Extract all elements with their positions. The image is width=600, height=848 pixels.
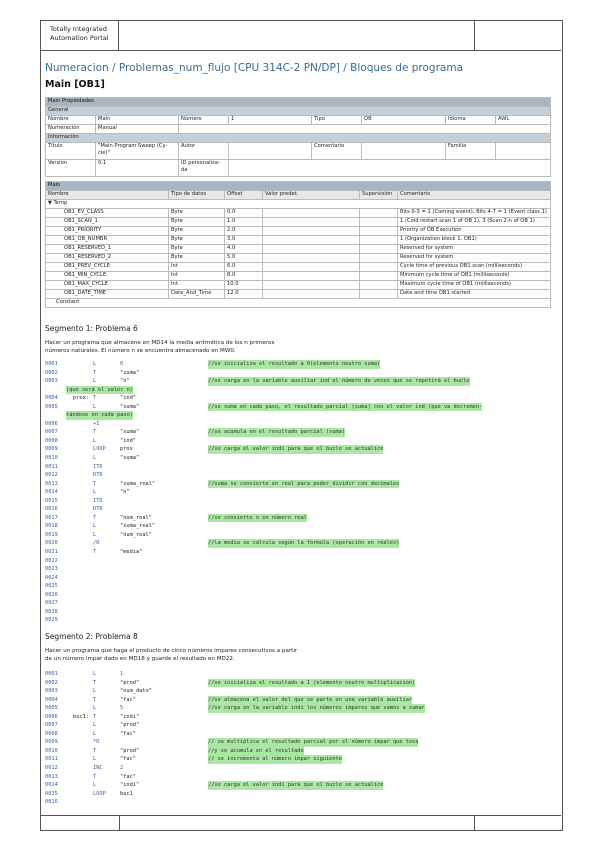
page-title: Numeracion / Problemas_num_flujo [CPU 314C-2 PN/DP] / Bloques de programa bbox=[45, 62, 464, 74]
code-comment: //se acumula en el resultado parcial (suma) bbox=[208, 429, 346, 436]
code-operation: INC bbox=[93, 765, 103, 772]
code-line bbox=[45, 548, 565, 557]
var-comment: Reserved for system bbox=[398, 254, 551, 263]
var-comment: Bits 0-3 = 1 (Coming event), Bits 4-7 = 1 (Event class 1) bbox=[398, 209, 551, 218]
line-number: 0019 bbox=[45, 531, 58, 538]
var-supervision bbox=[360, 254, 398, 263]
var-type: Date_And_Time bbox=[169, 290, 225, 299]
code-line bbox=[45, 394, 565, 403]
var-offset: 1.0 bbox=[225, 218, 263, 227]
prop-cell: AWL bbox=[496, 116, 551, 125]
code-line bbox=[45, 704, 565, 713]
var-supervision bbox=[360, 209, 398, 218]
code-line bbox=[45, 798, 565, 807]
var-comment: Priority of OB Execution bbox=[398, 227, 551, 236]
var-default bbox=[263, 218, 360, 227]
line-number: 0015 bbox=[45, 790, 58, 797]
interface-row bbox=[46, 290, 551, 299]
line-number: 0017 bbox=[45, 514, 58, 521]
code-operation: L bbox=[93, 361, 97, 367]
line-number: 0014 bbox=[45, 782, 58, 789]
prop-cell: Nombre bbox=[46, 116, 96, 125]
line-number: 0006 bbox=[45, 420, 58, 427]
var-name: OB1_EV_CLASS bbox=[46, 209, 169, 218]
code-comment: //se carga en la variable indi los números impares que vamos a sumar bbox=[208, 705, 425, 712]
var-offset: 10.0 bbox=[225, 281, 263, 290]
footer-cell-2 bbox=[120, 816, 475, 830]
collapse-triangle-icon[interactable]: ▼ bbox=[48, 200, 52, 206]
var-name: OB1_RESERVED_1 bbox=[46, 245, 169, 254]
code-line bbox=[45, 386, 565, 395]
var-name: OB1_SCAN_1 bbox=[46, 218, 169, 227]
code-comment: //se carga en la variable auxiliar ind el número de veces que se repetirá el bucle bbox=[208, 378, 470, 385]
code-line bbox=[45, 505, 565, 514]
var-name: OB1_DATE_TIME bbox=[46, 290, 169, 299]
code-operand: "n" bbox=[120, 378, 130, 385]
line-number: 0006 bbox=[45, 713, 58, 720]
code-operation: T bbox=[93, 696, 97, 703]
line-number: 0011 bbox=[45, 463, 58, 470]
code-operation: T bbox=[93, 395, 97, 402]
interface-row bbox=[46, 281, 551, 290]
var-default bbox=[263, 236, 360, 245]
line-number: 0029 bbox=[45, 617, 58, 624]
line-number: 0011 bbox=[45, 756, 58, 763]
code-operation: T bbox=[93, 480, 97, 487]
prop-cell: Idioma bbox=[446, 116, 496, 125]
code-operation: *D bbox=[93, 739, 100, 746]
constant-row bbox=[46, 299, 551, 308]
code-line bbox=[45, 574, 565, 583]
code-line bbox=[45, 773, 565, 782]
code-operand: 0 bbox=[120, 361, 124, 367]
interface-row bbox=[46, 263, 551, 272]
line-number: 0002 bbox=[45, 679, 58, 686]
code-operand: "prod" bbox=[120, 747, 140, 754]
line-number: 0012 bbox=[45, 472, 58, 479]
code-line bbox=[45, 713, 565, 722]
code-comment: // se multiplica el resultado parcial por el número impar que toca bbox=[208, 739, 419, 746]
code-operation: LOOP bbox=[93, 790, 106, 797]
line-number: 0014 bbox=[45, 489, 58, 496]
block-title: Main [OB1] bbox=[45, 79, 105, 90]
code-comment: //se almacena el valor del que se parte en una variable auxiliar bbox=[208, 696, 413, 703]
var-name: OB1_MIN_CYCLE bbox=[46, 272, 169, 281]
segment-1-title: Segmento 1: Problema 6 bbox=[45, 324, 138, 333]
code-operand: "suma" bbox=[120, 429, 140, 436]
footer-cell-1 bbox=[40, 816, 120, 830]
line-number: 0010 bbox=[45, 455, 58, 462]
code-operand: "indi" bbox=[120, 713, 140, 720]
code-line bbox=[45, 781, 565, 790]
code-operand: buc1 bbox=[120, 790, 133, 797]
var-type: Byte bbox=[169, 218, 225, 227]
code-line bbox=[45, 522, 565, 531]
code-line bbox=[45, 360, 565, 369]
code-operand: "fac" bbox=[120, 696, 136, 703]
prop-cell: OB bbox=[362, 116, 446, 125]
code-line bbox=[45, 565, 565, 574]
line-number: 0022 bbox=[45, 557, 58, 564]
var-supervision bbox=[360, 272, 398, 281]
code-operation: L bbox=[93, 531, 97, 538]
code-operation: DTR bbox=[93, 506, 103, 513]
var-name: OB1_RESERVED_2 bbox=[46, 254, 169, 263]
code-operand: "prod" bbox=[120, 679, 140, 686]
general-section: General bbox=[46, 107, 551, 116]
code-line bbox=[45, 480, 565, 489]
segment-1-code bbox=[45, 360, 565, 625]
code-line bbox=[45, 790, 565, 799]
var-default bbox=[263, 245, 360, 254]
var-default bbox=[263, 227, 360, 236]
code-line bbox=[45, 454, 565, 463]
interface-row bbox=[46, 254, 551, 263]
interface-row bbox=[46, 209, 551, 218]
var-name: OB1_OB_NUMBR bbox=[46, 236, 169, 245]
code-comment: //se suma en cada paso, el resultado parcial (suma) con el valor ind (que va decremen- bbox=[208, 403, 483, 410]
var-name: OB1_PRIORITY bbox=[46, 227, 169, 236]
code-line bbox=[45, 696, 565, 705]
code-operand: "indi" bbox=[120, 782, 140, 789]
var-offset: 2.0 bbox=[225, 227, 263, 236]
code-comment: //se convierte n en número real bbox=[208, 514, 307, 521]
line-number: 0001 bbox=[45, 361, 58, 367]
interface-row bbox=[46, 236, 551, 245]
var-offset: 12.0 bbox=[225, 290, 263, 299]
line-number: 0015 bbox=[45, 497, 58, 504]
line-number: 0009 bbox=[45, 446, 58, 453]
code-line bbox=[45, 616, 565, 625]
info-section: Información bbox=[46, 134, 551, 143]
code-line bbox=[45, 764, 565, 773]
line-number: 0005 bbox=[45, 705, 58, 712]
var-supervision bbox=[360, 290, 398, 299]
code-line bbox=[45, 670, 565, 679]
portal-label: Totally Integrated Automation Portal bbox=[40, 20, 119, 50]
var-name: OB1_MAX_CYCLE bbox=[46, 281, 169, 290]
code-operand: prox bbox=[120, 446, 133, 453]
interface-row bbox=[46, 227, 551, 236]
line-number: 0008 bbox=[45, 437, 58, 444]
code-operation: L bbox=[93, 782, 97, 789]
interface-row bbox=[46, 245, 551, 254]
column-header: Tipo de datos bbox=[169, 191, 225, 200]
prop-cell: Tipo bbox=[312, 116, 362, 125]
prop-cell: Main bbox=[96, 116, 179, 125]
line-number: 0001 bbox=[45, 671, 58, 677]
var-supervision bbox=[360, 263, 398, 272]
code-line bbox=[45, 747, 565, 756]
code-operation: L bbox=[93, 403, 97, 410]
code-line bbox=[45, 755, 565, 764]
code-operand: "num_real" bbox=[120, 531, 152, 538]
properties-row-name bbox=[46, 116, 551, 125]
line-number: 0024 bbox=[45, 574, 58, 581]
var-offset: 6.0 bbox=[225, 263, 263, 272]
code-line bbox=[45, 420, 565, 429]
line-number: 0027 bbox=[45, 600, 58, 607]
page-footer bbox=[40, 815, 561, 830]
properties-table bbox=[45, 97, 551, 177]
code-operand: "ind" bbox=[120, 437, 136, 444]
code-operation: ITD bbox=[93, 463, 103, 470]
var-supervision bbox=[360, 245, 398, 254]
code-comment: //se inicializa el resultado a 1 (elemento neutro multiplicación) bbox=[208, 679, 416, 686]
code-line bbox=[45, 531, 565, 540]
code-line bbox=[45, 514, 565, 523]
code-line bbox=[45, 445, 565, 454]
var-comment: Minimum cycle time of OB1 (milliseconds) bbox=[398, 272, 551, 281]
code-operand: "suma" bbox=[120, 403, 140, 410]
page-header bbox=[40, 20, 561, 51]
segment-2-code bbox=[45, 670, 565, 807]
column-header: Nombre bbox=[46, 191, 169, 200]
code-operand: "n" bbox=[120, 489, 130, 496]
code-line bbox=[45, 377, 565, 386]
code-operand: 5 bbox=[120, 705, 124, 712]
code-comment: //se carga el valor indi para que el bucle se actualice bbox=[208, 446, 384, 453]
segment-2-desc: Hacer un programa que haga el producto de cinco números impares consecutivos a partir de un número impar dado en MD18 y guarde el resultado en MD22. bbox=[45, 648, 298, 662]
properties-row-numbering: Numeración Manual bbox=[46, 125, 551, 134]
code-line bbox=[45, 687, 565, 696]
code-line bbox=[45, 679, 565, 688]
line-number: 0018 bbox=[45, 523, 58, 530]
line-number: 0003 bbox=[45, 688, 58, 695]
code-operation: T bbox=[93, 773, 97, 780]
code-line bbox=[45, 488, 565, 497]
var-comment: 1 (Cold restart scan 1 of OB 1), 3 (Scan 2-n of OB 1) bbox=[398, 218, 551, 227]
code-operation: L bbox=[93, 378, 97, 385]
code-operand: "suma_real" bbox=[120, 523, 156, 530]
code-operand: "fac" bbox=[120, 730, 136, 737]
code-line bbox=[45, 608, 565, 617]
var-supervision bbox=[360, 227, 398, 236]
constant-label: Constant bbox=[46, 299, 551, 308]
code-operand: "suma" bbox=[120, 455, 140, 462]
code-line bbox=[45, 471, 565, 480]
var-comment: Cycle time of previous OB1 scan (milliseconds) bbox=[398, 263, 551, 272]
code-operation: DTR bbox=[93, 472, 103, 479]
interface-row bbox=[46, 272, 551, 281]
interface-table bbox=[45, 181, 551, 308]
code-label: prox: bbox=[73, 395, 89, 402]
code-operation: L bbox=[93, 489, 97, 496]
code-operation: L bbox=[93, 688, 97, 695]
line-number: 0025 bbox=[45, 583, 58, 590]
var-supervision bbox=[360, 236, 398, 245]
interface-header-row bbox=[46, 191, 551, 200]
code-operation: L bbox=[93, 705, 97, 712]
properties-row-title: Título "Main Program Sweep (Cy- cle)" Autor Comentario Familia bbox=[46, 143, 551, 160]
var-offset: 5.0 bbox=[225, 254, 263, 263]
code-label: buc1: bbox=[73, 713, 89, 720]
code-line bbox=[45, 591, 565, 600]
code-operation: L bbox=[93, 523, 97, 530]
code-operand: 1 bbox=[120, 671, 124, 677]
line-number: 0003 bbox=[45, 378, 58, 385]
header-blank-cell bbox=[120, 20, 475, 50]
var-comment: Maximum cycle time of OB1 (milliseconds) bbox=[398, 281, 551, 290]
var-comment: Date and time OB1 started bbox=[398, 290, 551, 299]
var-type: Int bbox=[169, 272, 225, 281]
code-operation: L bbox=[93, 756, 97, 763]
var-type: Byte bbox=[169, 254, 225, 263]
temp-group-row[interactable]: ▼ Temp bbox=[46, 200, 551, 209]
code-operand: "prod" bbox=[120, 722, 140, 729]
code-operand: "fac" bbox=[120, 773, 136, 780]
line-number: 0013 bbox=[45, 480, 58, 487]
code-operation: L bbox=[93, 437, 97, 444]
code-operation: T bbox=[93, 429, 97, 436]
segment-1-desc: Hacer un programa que almacene en MD14 la media aritmética de los n primeros números naturales. El número n se encuentra almacenado en MW0. bbox=[45, 340, 275, 354]
line-number: 0023 bbox=[45, 566, 58, 573]
var-type: Int bbox=[169, 263, 225, 272]
line-number: 0012 bbox=[45, 765, 58, 772]
code-operand: "num_real" bbox=[120, 514, 152, 521]
var-default bbox=[263, 281, 360, 290]
var-type: Byte bbox=[169, 245, 225, 254]
code-operation: T bbox=[93, 514, 97, 521]
var-default bbox=[263, 272, 360, 281]
var-type: Byte bbox=[169, 227, 225, 236]
code-operation: T bbox=[93, 549, 97, 556]
var-comment: 1 (Organization block 1, OB1) bbox=[398, 236, 551, 245]
code-operand: "suma_real" bbox=[120, 480, 156, 487]
code-line bbox=[45, 437, 565, 446]
line-number: 0004 bbox=[45, 696, 58, 703]
code-operation: ITD bbox=[93, 497, 103, 504]
code-operation: T bbox=[93, 679, 97, 686]
code-operand: "num_dato" bbox=[120, 688, 152, 695]
code-line bbox=[45, 403, 565, 412]
code-line bbox=[45, 582, 565, 591]
code-operation: T bbox=[93, 713, 97, 720]
line-number: 0005 bbox=[45, 403, 58, 410]
column-header: Comentario bbox=[398, 191, 551, 200]
var-supervision bbox=[360, 218, 398, 227]
var-supervision bbox=[360, 281, 398, 290]
var-type: Byte bbox=[169, 209, 225, 218]
line-number: 0007 bbox=[45, 722, 58, 729]
code-operand: "ind" bbox=[120, 395, 136, 402]
code-line bbox=[45, 557, 565, 566]
line-number: 0007 bbox=[45, 429, 58, 436]
var-default bbox=[263, 290, 360, 299]
code-comment-wrap: tándose en cada paso) bbox=[66, 412, 133, 419]
line-number: 0004 bbox=[45, 395, 58, 402]
code-line bbox=[45, 428, 565, 437]
code-operation: T bbox=[93, 747, 97, 754]
var-default bbox=[263, 209, 360, 218]
code-comment: //se inicializa el resultado a 0(elemento neutro suma) bbox=[208, 361, 381, 367]
code-line bbox=[45, 730, 565, 739]
code-line bbox=[45, 738, 565, 747]
code-comment: // se incrementa al número impar siguiente bbox=[208, 756, 342, 763]
var-type: Int bbox=[169, 281, 225, 290]
code-comment: //se carga el valor indi para que el bucle se actualice bbox=[208, 782, 384, 789]
code-comment: //suma se convierte en real para poder dividir con decimales bbox=[208, 480, 400, 487]
prop-cell: 1 bbox=[229, 116, 312, 125]
var-default bbox=[263, 254, 360, 263]
properties-row-version: Versión 0.1 ID personaliza- da bbox=[46, 160, 551, 177]
line-number: 0010 bbox=[45, 747, 58, 754]
properties-section: Main Propiedades bbox=[46, 98, 551, 107]
column-header: Valor predet. bbox=[263, 191, 360, 200]
code-line bbox=[45, 411, 565, 420]
code-operand: 2 bbox=[120, 765, 124, 772]
prop-cell: Número bbox=[179, 116, 229, 125]
code-operation: L bbox=[93, 722, 97, 729]
code-line bbox=[45, 463, 565, 472]
code-operation: L bbox=[93, 455, 97, 462]
line-number: 0016 bbox=[45, 799, 58, 806]
column-header: Supervisión bbox=[360, 191, 398, 200]
var-name: OB1_PREV_CYCLE bbox=[46, 263, 169, 272]
code-operand: "suma" bbox=[120, 369, 140, 376]
var-offset: 4.0 bbox=[225, 245, 263, 254]
line-number: 0016 bbox=[45, 506, 58, 513]
code-comment: //la media se calcula según la fórmula (operación en reales) bbox=[208, 540, 400, 547]
code-line bbox=[45, 497, 565, 506]
interface-row bbox=[46, 218, 551, 227]
code-operand: "media" bbox=[120, 549, 143, 556]
code-line bbox=[45, 539, 565, 548]
code-operation: +I bbox=[93, 420, 100, 427]
code-operation: T bbox=[93, 369, 97, 376]
code-line bbox=[45, 721, 565, 730]
code-line bbox=[45, 369, 565, 378]
line-number: 0028 bbox=[45, 608, 58, 615]
column-header: Offset bbox=[225, 191, 263, 200]
var-default bbox=[263, 263, 360, 272]
line-number: 0026 bbox=[45, 591, 58, 598]
code-operation: LOOP bbox=[93, 446, 106, 453]
code-comment-wrap: (que será el valor n) bbox=[66, 386, 133, 393]
line-number: 0013 bbox=[45, 773, 58, 780]
var-comment: Reserved for system bbox=[398, 245, 551, 254]
code-line bbox=[45, 599, 565, 608]
var-offset: 8.0 bbox=[225, 272, 263, 281]
line-number: 0020 bbox=[45, 540, 58, 547]
code-operation: L bbox=[93, 730, 97, 737]
code-comment: //y se acumula en el resultado bbox=[208, 747, 304, 754]
line-number: 0008 bbox=[45, 730, 58, 737]
line-number: 0009 bbox=[45, 739, 58, 746]
var-type: Byte bbox=[169, 236, 225, 245]
code-operation: /R bbox=[93, 540, 100, 547]
var-offset: 0.0 bbox=[225, 209, 263, 218]
line-number: 0002 bbox=[45, 369, 58, 376]
code-operation: L bbox=[93, 671, 97, 677]
var-offset: 3.0 bbox=[225, 236, 263, 245]
line-number: 0021 bbox=[45, 549, 58, 556]
segment-2-title: Segmento 2: Problema 8 bbox=[45, 632, 138, 641]
code-operand: "fac" bbox=[120, 756, 136, 763]
interface-section: Main bbox=[46, 182, 551, 191]
